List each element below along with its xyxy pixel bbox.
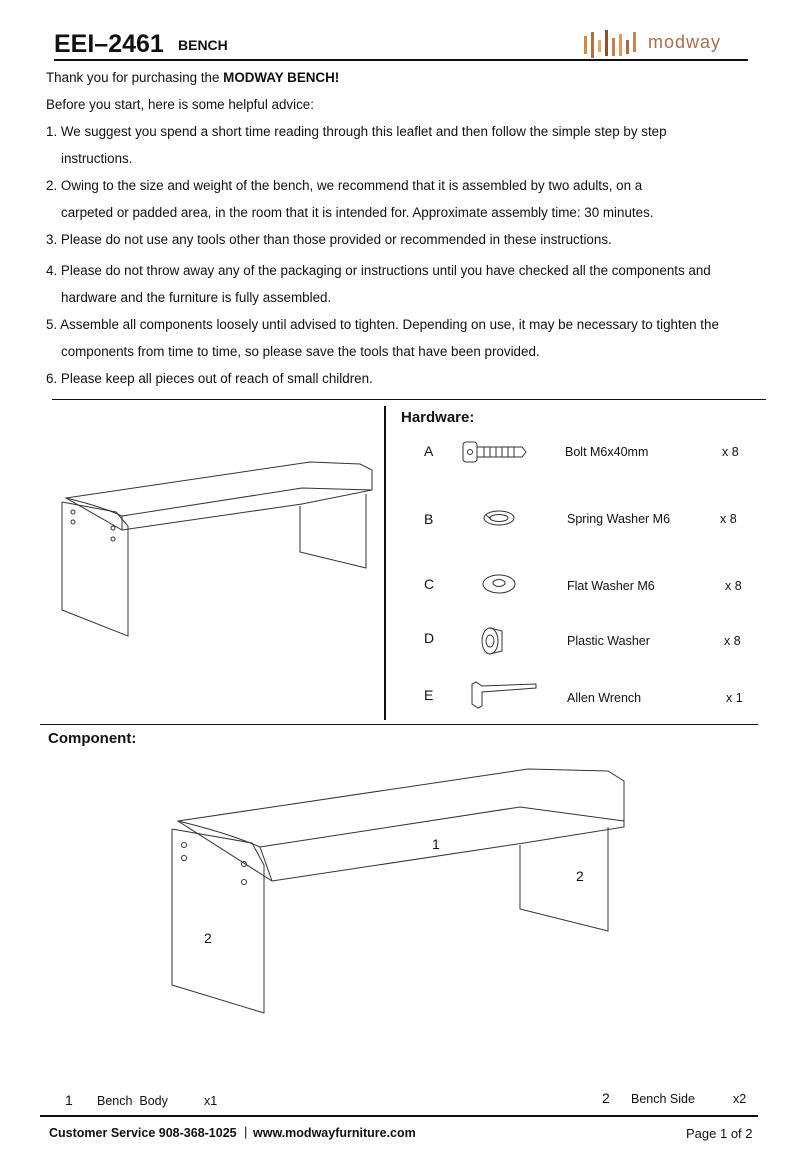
intro-line-2: Before you start, here is some helpful advice:: [46, 97, 314, 112]
spring-washer-icon: [482, 508, 518, 528]
callout-bench-body: 1: [432, 836, 440, 852]
bolt-icon: [462, 441, 532, 465]
legend-num-1: 1: [65, 1092, 73, 1108]
footer-separator: |: [244, 1124, 248, 1139]
legend-num-2: 2: [602, 1090, 610, 1106]
advice-item-4: 4. Please do not throw away any of the packaging or instructions until you have checked all the components and hardware and the furniture is fully assembled.: [46, 263, 711, 305]
plastic-washer-icon: [478, 625, 514, 657]
legend-name-1: Bench Body: [97, 1094, 168, 1108]
section-divider-top: [52, 399, 766, 400]
advice-item-3: 3. Please do not use any tools other than those provided or recommended in these instructions.: [46, 232, 612, 247]
callout-bench-side-right: 2: [576, 868, 584, 884]
allen-wrench-icon: [470, 680, 544, 710]
advice-item-5: 5. Assemble all components loosely until advised to tighten. Depending on use, it may be necessary to tighten the components from time to time, so please save the tools that have been provided.: [46, 317, 719, 359]
header-rule: [54, 59, 748, 61]
advice-item-6: 6. Please keep all pieces out of reach of small children.: [46, 371, 373, 386]
intro-line-1: Thank you for purchasing the MODWAY BENCH!: [46, 70, 340, 85]
bench-component-illustration: [168, 765, 638, 1065]
brand-name: modway: [648, 32, 722, 52]
footer-rule: [40, 1115, 758, 1117]
customer-service-text: Customer Service 908-368-1025: [49, 1126, 237, 1140]
section-divider-middle: [40, 724, 758, 725]
callout-bench-side-left: 2: [204, 930, 212, 946]
advice-item-2: 2. Owing to the size and weight of the bench, we recommend that it is assembled by two adults, on a carpeted or padded area, in the room that it is intended for. Approximate assembly time: 30 minutes.: [46, 178, 654, 220]
page-header: [54, 30, 754, 62]
page-number: Page 1 of 2: [686, 1126, 753, 1141]
intro-text: [46, 70, 766, 398]
advice-item-1: 1. We suggest you spend a short time reading through this leaflet and then follow the simple step by step instructions.: [46, 124, 667, 166]
legend-name-2: Bench Side: [631, 1092, 695, 1106]
legend-qty-1: x1: [204, 1094, 218, 1108]
bench-overview-illustration: [60, 460, 380, 640]
product-name: BENCH: [178, 37, 228, 53]
legend-qty-2: x2: [733, 1092, 747, 1106]
website-link[interactable]: www.modwayfurniture.com: [253, 1126, 416, 1140]
flat-washer-icon: [481, 572, 521, 598]
hardware-title: Hardware:: [401, 409, 475, 426]
section-divider-vertical: [384, 406, 386, 720]
component-title: Component:: [48, 730, 137, 747]
model-number: EEI–2461: [54, 30, 164, 58]
logo-bars-icon: [582, 30, 642, 60]
